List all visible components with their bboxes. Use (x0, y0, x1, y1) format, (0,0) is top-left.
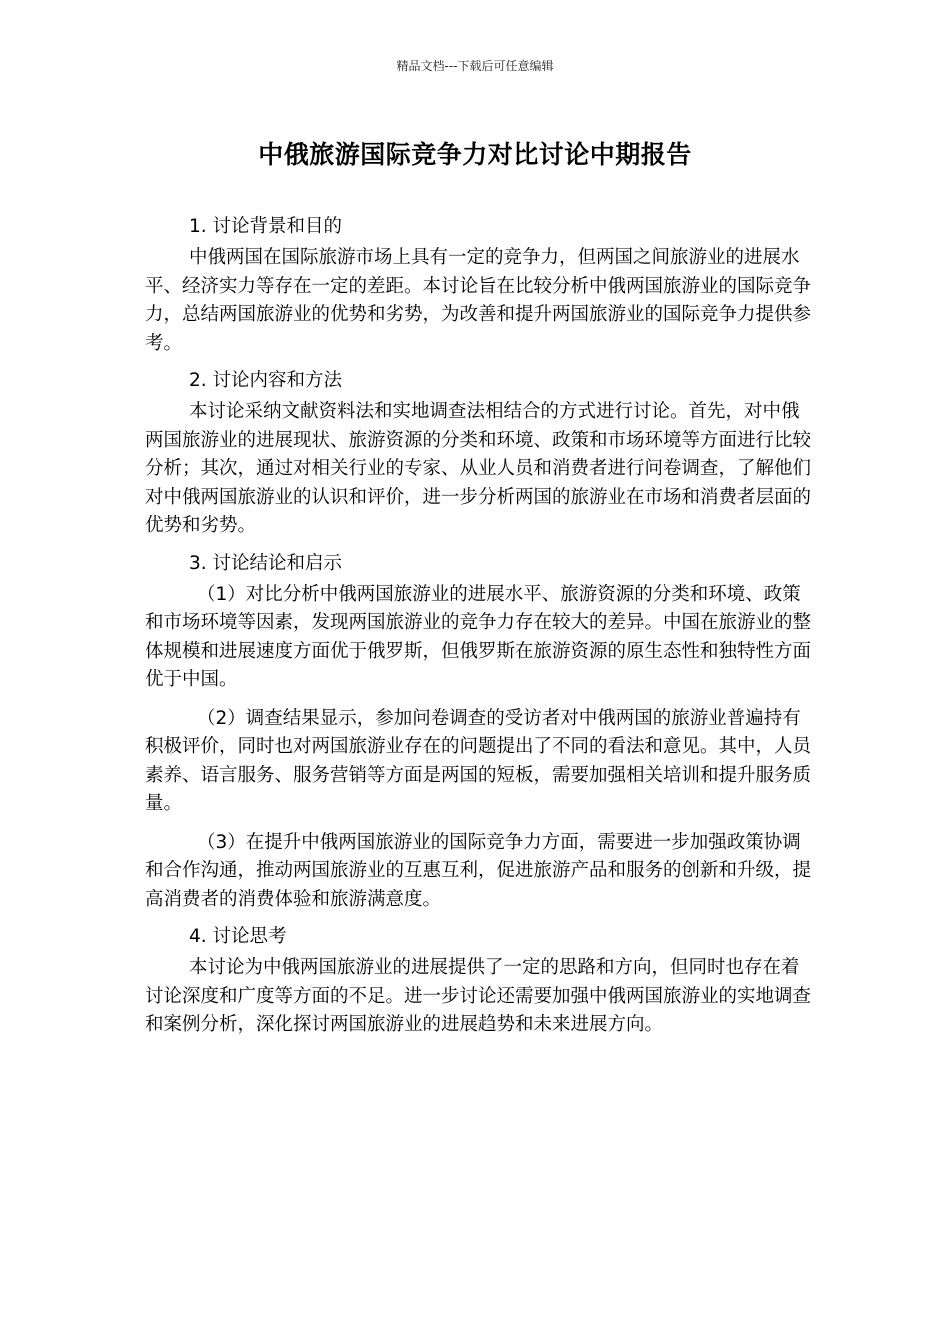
section-content-method (145, 366, 817, 541)
section-reflection (145, 922, 817, 1040)
section-heading: 4. 讨论思考 (189, 926, 287, 947)
section-background (145, 212, 817, 358)
paragraph: 本讨论为中俄两国旅游业的进展提供了一定的思路和方向，但同时也存在着讨论深度和广度等方面的不足。进一步讨论还需要加强中俄两国旅游业的实地调查和案例分析，深化探讨两国旅游业的进展趋势和未来进展方向。 (145, 957, 812, 1035)
document-body (145, 212, 817, 1040)
section-conclusion (145, 549, 817, 915)
page-header: 精品文档---下载后可任意编辑 (396, 59, 554, 73)
conclusion-item-1: （1）对比分析中俄两国旅游业的进展水平、旅游资源的分类和环境、政策和市场环境等因素，发现两国旅游业的竞争力存在较大的差异。中国在旅游业的整体规模和进展速度方面优于俄罗斯，但俄罗斯在旅游资源的原生态性和独特性方面优于中国。 (145, 583, 812, 690)
conclusion-item-2: （2）调查结果显示，参加问卷调查的受访者对中俄两国的旅游业普遍持有积极评价，同时也对两国旅游业存在的问题提出了不同的看法和意见。其中，人员素养、语言服务、服务营销等方面是两国的短板，需要加强相关培训和提升服务质量。 (145, 707, 812, 814)
paragraph: 本讨论采纳文献资料法和实地调查法相结合的方式进行讨论。首先，对中俄两国旅游业的进展现状、旅游资源的分类和环境、政策和市场环境等方面进行比较分析；其次，通过对相关行业的专家、从业人员和消费者进行问卷调查，了解他们对中俄两国旅游业的认识和评价，进一步分析两国的旅游业在市场和消费者层面的优势和劣势。 (145, 401, 812, 536)
section-heading: 1. 讨论背景和目的 (189, 216, 343, 237)
section-heading: 2. 讨论内容和方法 (189, 370, 343, 391)
paragraph: 中俄两国在国际旅游市场上具有一定的竞争力，但两国之间旅游业的进展水平、经济实力等存在一定的差距。本讨论旨在比较分析中俄两国旅游业的国际竞争力，总结两国旅游业的优势和劣势，为改善和提升两国旅游业的国际竞争力提供参考。 (145, 247, 812, 354)
section-heading: 3. 讨论结论和启示 (189, 552, 343, 574)
document-title: 中俄旅游国际竞争力对比讨论中期报告 (258, 140, 692, 169)
conclusion-item-3: （3）在提升中俄两国旅游业的国际竞争力方面，需要进一步加强政策协调和合作沟通，推动两国旅游业的互惠互利，促进旅游产品和服务的创新和升级，提高消费者的消费体验和旅游满意度。 (145, 831, 812, 910)
